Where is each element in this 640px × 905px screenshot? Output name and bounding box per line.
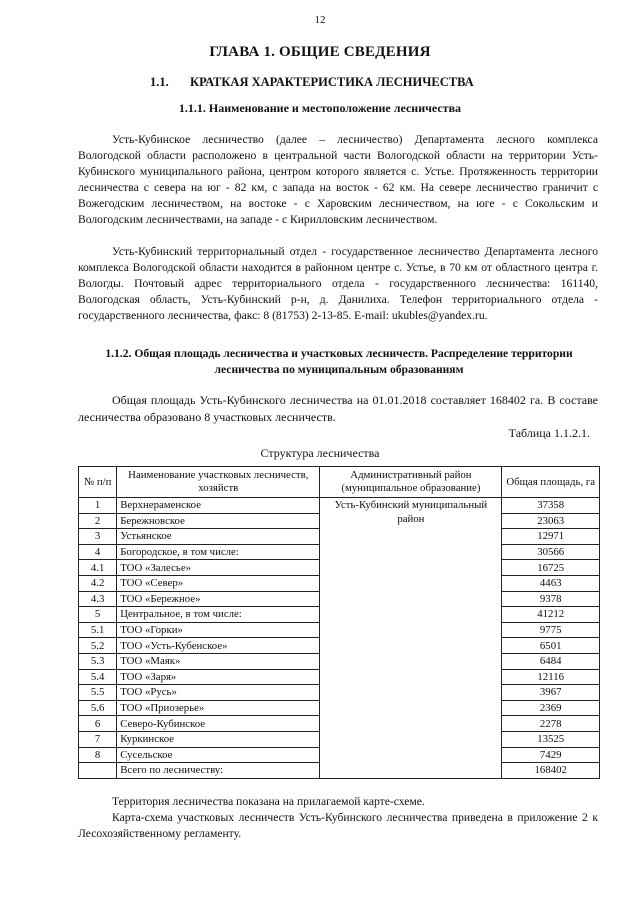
paragraph-contacts: Усть-Кубинский территориальный отдел - государственное лесничество Департамента лесного комплекса Вологодской области находится в районном центре с. Устье, в 70 км от областного центра г. Вологды. Почтовый адрес территориального отдела - государственного лесничества: 161140, Вологодская область, Усть-Кубинский р-н, д. Данилиха. Телефон территориального отдела - государственного лесничества, факс: 8 (81753) 2-13-85. E-mail: ukubles@yandex.ru. bbox=[78, 245, 598, 323]
row-area: 9775 bbox=[502, 622, 600, 638]
row-area: 23063 bbox=[502, 513, 600, 529]
row-name: Верхнераменское bbox=[117, 498, 320, 514]
header-number: № п/п bbox=[79, 467, 117, 498]
row-area: 12116 bbox=[502, 669, 600, 685]
row-number: 3 bbox=[79, 529, 117, 545]
chapter-title: ГЛАВА 1. ОБЩИЕ СВЕДЕНИЯ bbox=[209, 44, 431, 60]
row-name: Устьянское bbox=[117, 529, 320, 545]
row-number: 5.1 bbox=[79, 622, 117, 638]
table-number: Таблица 1.1.2.1. bbox=[508, 426, 590, 440]
row-name: Центральное, в том числе: bbox=[117, 607, 320, 623]
district-cell: Усть-Кубинский муниципальный район bbox=[320, 498, 502, 779]
header-area: Общая площадь, га bbox=[502, 467, 600, 498]
row-number: 5.6 bbox=[79, 700, 117, 716]
row-area: 4463 bbox=[502, 575, 600, 591]
row-number: 8 bbox=[79, 747, 117, 763]
row-area: 2369 bbox=[502, 700, 600, 716]
row-name: ТОО «Усть-Кубенское» bbox=[117, 638, 320, 654]
header-district: Административный район (муниципальное образование) bbox=[320, 467, 502, 498]
row-area: 9378 bbox=[502, 591, 600, 607]
table-title: Структура лесничества bbox=[260, 446, 380, 460]
row-name: Куркинское bbox=[117, 731, 320, 747]
row-name: ТОО «Приозерье» bbox=[117, 700, 320, 716]
total-empty-cell bbox=[79, 763, 117, 779]
row-area: 30566 bbox=[502, 544, 600, 560]
row-number: 4.2 bbox=[79, 575, 117, 591]
row-number: 4.1 bbox=[79, 560, 117, 576]
total-area: 168402 bbox=[502, 763, 600, 779]
row-number: 4.3 bbox=[79, 591, 117, 607]
subsection-heading-1: 1.1.1. Наименование и местоположение лесничества bbox=[178, 101, 462, 115]
row-name: Сусельское bbox=[117, 747, 320, 763]
row-number: 4 bbox=[79, 544, 117, 560]
row-number: 1 bbox=[79, 498, 117, 514]
row-name: ТОО «Заря» bbox=[117, 669, 320, 685]
row-number: 6 bbox=[79, 716, 117, 732]
row-area: 6501 bbox=[502, 638, 600, 654]
row-number: 5 bbox=[79, 607, 117, 623]
row-name: ТОО «Горки» bbox=[117, 622, 320, 638]
paragraph-location: Усть-Кубинское лесничество (далее – лесничество) Департамента лесного комплекса Вологодской области расположено в центральной части Вологодской области на территории Усть-Кубинского муниципального района, центром которого является с. Устье. Протяженность территории лесничества с севера на юг - 82 км, с запада на восток - 62 км. На севере лесничество граничит с Вожегодским лесничеством, на востоке - с Харовским лесничеством, на юге - с Сокольским и Вологодским лесничествами, на западе - с Кирилловским лесничеством. bbox=[78, 133, 598, 227]
page-number: 12 bbox=[314, 14, 326, 26]
header-name: Наименование участковых лесничеств, хозяйств bbox=[117, 467, 320, 498]
section-heading bbox=[150, 75, 474, 90]
row-name: ТОО «Бережное» bbox=[117, 591, 320, 607]
row-area: 16725 bbox=[502, 560, 600, 576]
paragraph-appendix-note: Карта-схема участковых лесничеств Усть-Кубинского лесничества приведена в приложение 2 к Лесохозяйственному регламенту. bbox=[78, 811, 598, 840]
subsection-heading-2: 1.1.2. Общая площадь лесничества и участковых лесничеств. Распределение территории лесничества по муниципальным образованиям bbox=[105, 347, 573, 376]
section-title: КРАТКАЯ ХАРАКТЕРИСТИКА ЛЕСНИЧЕСТВА bbox=[190, 75, 474, 89]
row-name: Северо-Кубинское bbox=[117, 716, 320, 732]
paragraph-area: Общая площадь Усть-Кубинского лесничества на 01.01.2018 составляет 168402 га. В составе лесничества образовано 8 участковых лесничеств. bbox=[78, 393, 598, 424]
row-number: 5.5 bbox=[79, 685, 117, 701]
forestry-structure-table bbox=[78, 466, 600, 779]
row-area: 37358 bbox=[502, 498, 600, 514]
table-row bbox=[79, 498, 600, 514]
row-name: ТОО «Север» bbox=[117, 575, 320, 591]
row-number: 2 bbox=[79, 513, 117, 529]
row-name: ТОО «Маяк» bbox=[117, 653, 320, 669]
row-area: 41212 bbox=[502, 607, 600, 623]
row-number: 5.4 bbox=[79, 669, 117, 685]
total-label: Всего по лесничеству: bbox=[117, 763, 320, 779]
row-number: 5.2 bbox=[79, 638, 117, 654]
row-name: ТОО «Залесье» bbox=[117, 560, 320, 576]
row-area: 7429 bbox=[502, 747, 600, 763]
section-number: 1.1. bbox=[150, 75, 169, 89]
row-name: Богородское, в том числе: bbox=[117, 544, 320, 560]
row-number: 7 bbox=[79, 731, 117, 747]
row-area: 6484 bbox=[502, 653, 600, 669]
row-area: 2278 bbox=[502, 716, 600, 732]
row-area: 13525 bbox=[502, 731, 600, 747]
table-header-row bbox=[79, 467, 600, 498]
row-area: 12971 bbox=[502, 529, 600, 545]
row-name: ТОО «Русь» bbox=[117, 685, 320, 701]
row-number: 5.3 bbox=[79, 653, 117, 669]
paragraph-map-note: Территория лесничества показана на прилагаемой карте-схеме. bbox=[112, 795, 425, 808]
row-area: 3967 bbox=[502, 685, 600, 701]
row-name: Бережновское bbox=[117, 513, 320, 529]
